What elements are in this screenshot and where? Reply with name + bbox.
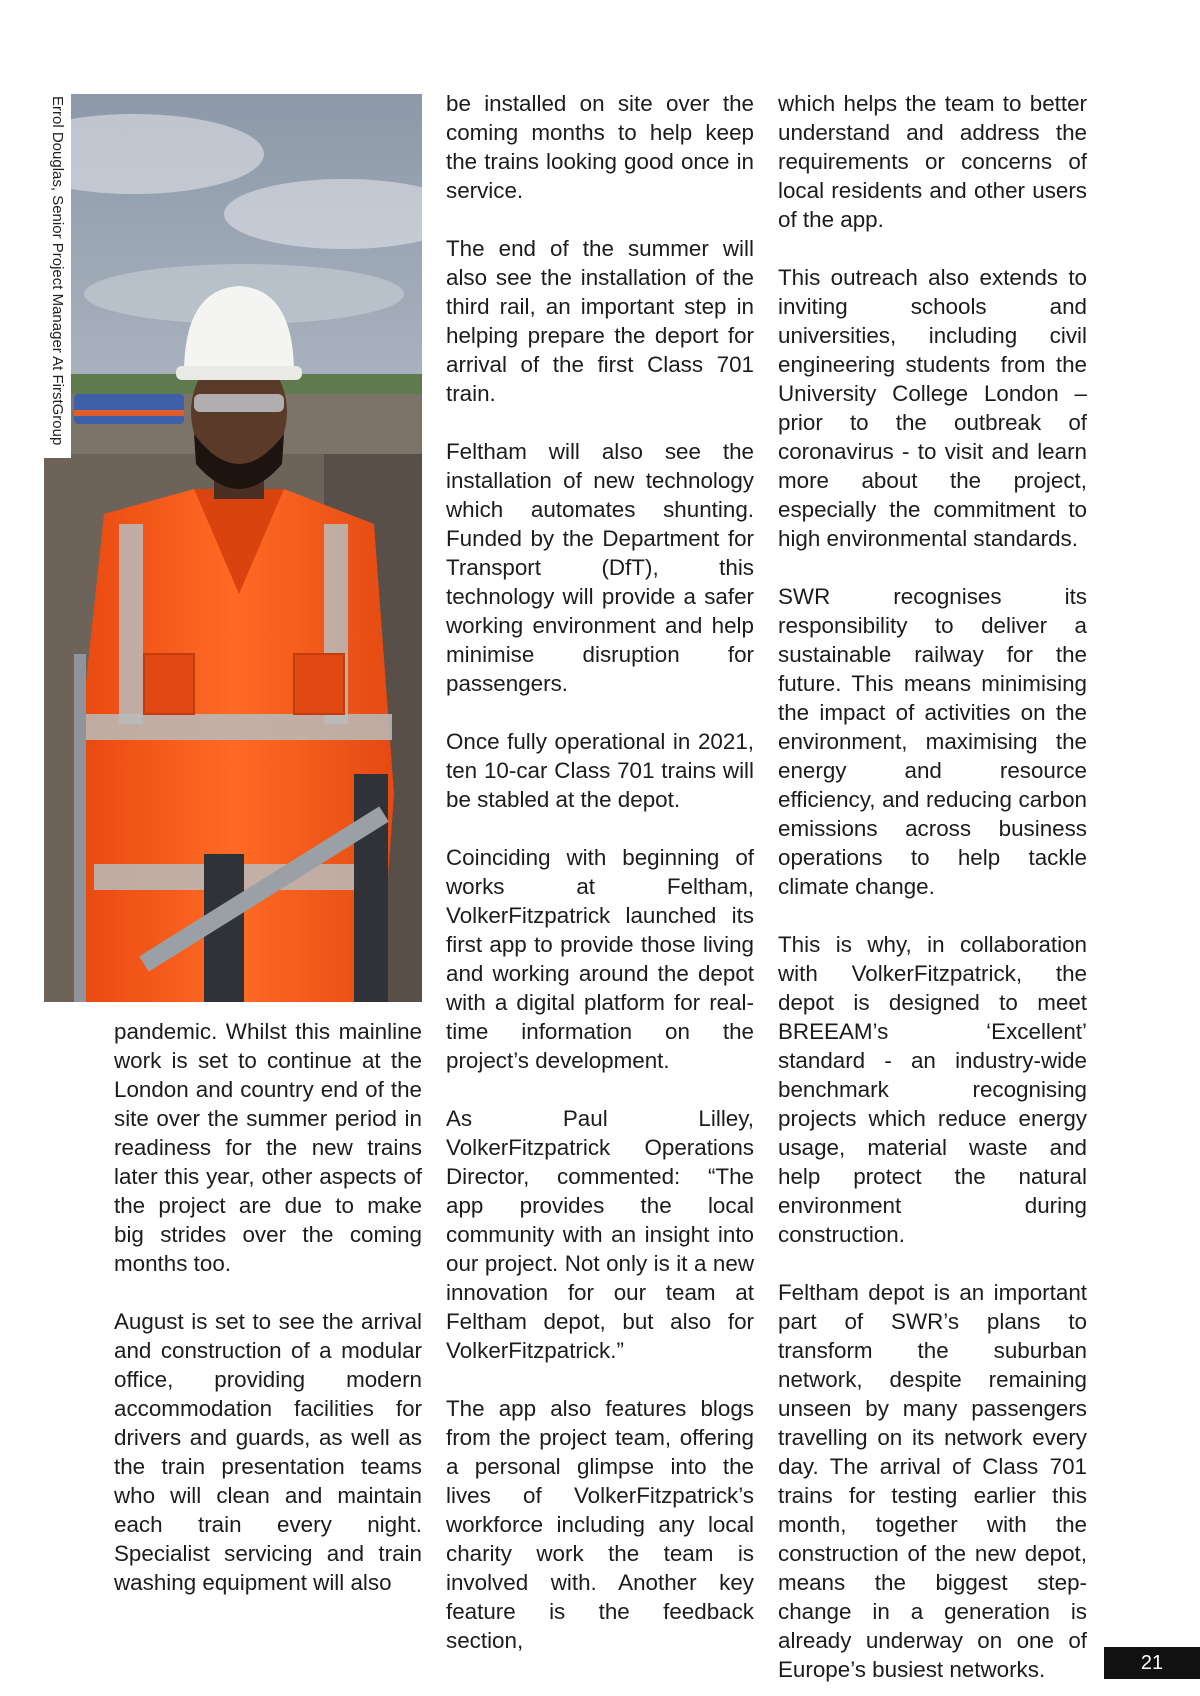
paragraph: be installed on site over the coming months to help keep the trains looking good once in service. bbox=[446, 91, 754, 203]
worker-photo bbox=[44, 94, 422, 1002]
text-column-2 bbox=[446, 89, 754, 1655]
paragraph: This is why, in collaboration with VolkerFitzpatrick, the depot is designed to meet BREEAM’s ‘Excellent’ standard - an industry-wide benchmark recognising projects which reduce energy usage, material waste and help protect the natural environment during construction. bbox=[778, 932, 1087, 1247]
worker-illustration bbox=[44, 94, 422, 1002]
paragraph: pandemic. Whilst this mainline work is set to continue at the London and country end of the site over the summer period in readiness for the new trains later this year, other aspects of the project are due to make big strides over the coming months too. bbox=[114, 1019, 422, 1276]
paragraph: As Paul Lilley, VolkerFitzpatrick Operations Director, commented: “The app provides the local community with an insight into our project. Not only is it a new innovation for our team at Feltham depot, but also for VolkerFitzpatrick.” bbox=[446, 1106, 754, 1363]
paragraph: Feltham will also see the installation of new technology which automates shunting. Funded by the Department for Transport (DfT), this technology will provide a safer working environment and help minimise disruption for passengers. bbox=[446, 439, 754, 696]
paragraph: which helps the team to better understand and address the requirements or concerns of local residents and other users of the app. bbox=[778, 91, 1087, 232]
page-number: 21 bbox=[1104, 1647, 1200, 1679]
paragraph: This outreach also extends to inviting schools and universities, including civil engineering students from the University College London – prior to the outbreak of coronavirus - to visit and learn more about the project, especially the commitment to high environmental standards. bbox=[778, 265, 1087, 551]
paragraph: The end of the summer will also see the installation of the third rail, an important step in helping prepare the deport for arrival of the first Class 701 train. bbox=[446, 236, 754, 406]
paragraph: SWR recognises its responsibility to deliver a sustainable railway for the future. This means minimising the impact of activities on the environment, maximising the energy and resource efficiency, and reducing carbon emissions across business operations to help tackle climate change. bbox=[778, 584, 1087, 899]
text-column-3 bbox=[778, 89, 1087, 1684]
paragraph: The app also features blogs from the project team, offering a personal glimpse into the lives of VolkerFitzpatrick’s workforce including any local charity work the team is involved with. Another key feature is the feedback section, bbox=[446, 1396, 754, 1653]
paragraph: Feltham depot is an important part of SWR’s plans to transform the suburban network, despite remaining unseen by many passengers travelling on its network every day. The arrival of Class 701 trains for testing earlier this month, together with the construction of the new depot, means the biggest step-change in a generation is already underway on one of Europe’s busiest networks. bbox=[778, 1280, 1087, 1682]
paragraph: August is set to see the arrival and construction of a modular office, providing modern accommodation facilities for drivers and guards, as well as the train presentation teams who will clean and maintain each train every night. Specialist servicing and train washing equipment will also bbox=[114, 1309, 422, 1595]
paragraph: Coinciding with beginning of works at Feltham, VolkerFitzpatrick launched its first app to provide those living and working around the depot with a digital platform for real-time information on the project’s development. bbox=[446, 845, 754, 1073]
text-column-1 bbox=[114, 1017, 422, 1597]
photo-caption: Errol Douglas, Senior Project Manager At FirstGroup bbox=[49, 96, 66, 446]
paragraph: Once fully operational in 2021, ten 10-car Class 701 trains will be stabled at the depot. bbox=[446, 729, 754, 812]
